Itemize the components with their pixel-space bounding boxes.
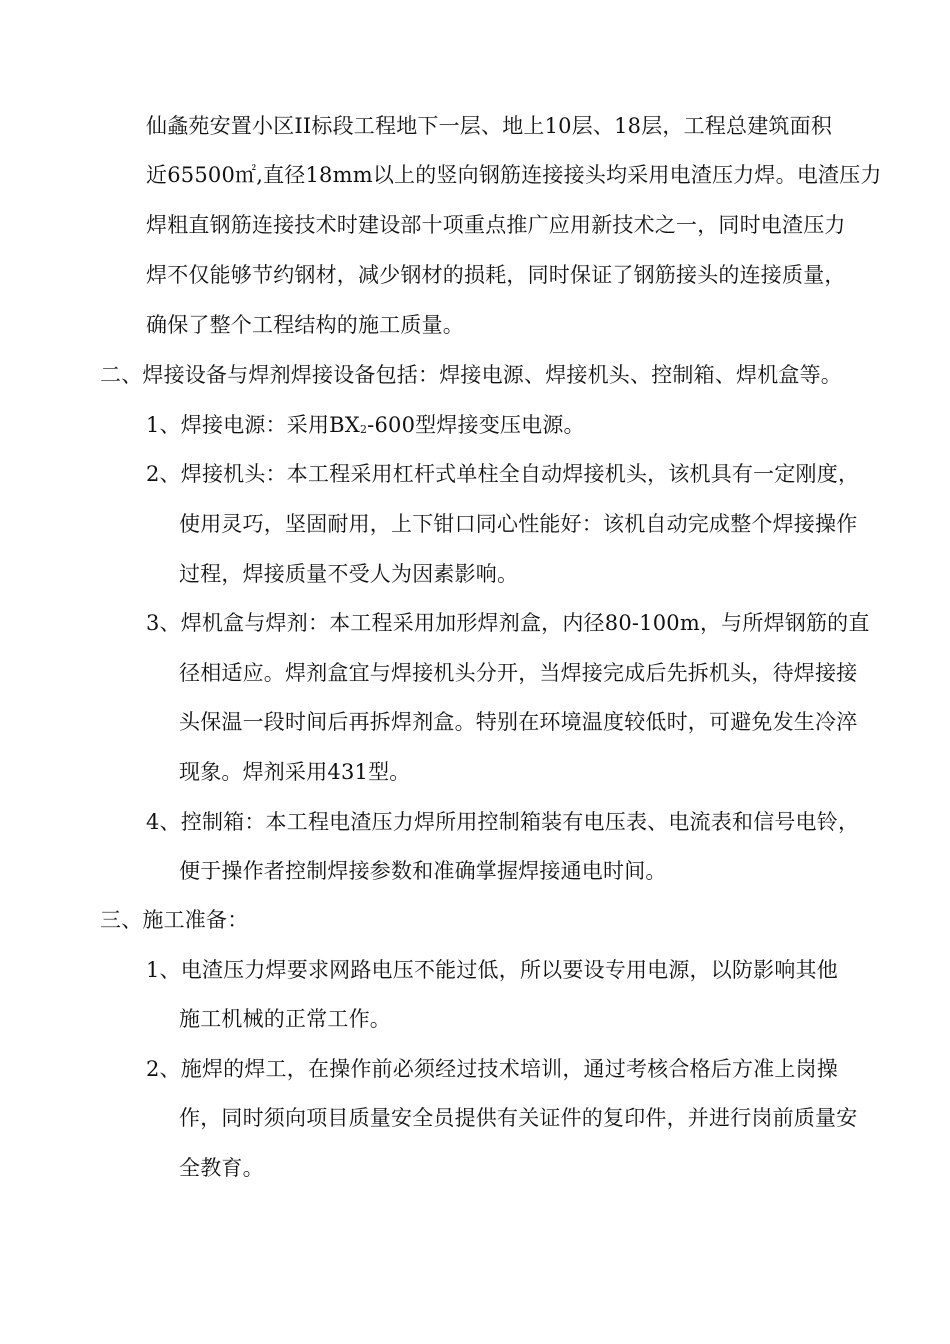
section-2-item-1 (146, 411, 585, 444)
section-2-heading: 二、焊接设备与焊剂焊接设备包括：焊接电源、焊接机头、控制箱、焊机盒等。 (100, 363, 842, 387)
intro-line-4: 焊不仅能够节约钢材，减少钢材的损耗，同时保证了钢筋接头的连接质量， (146, 263, 846, 287)
intro-line-2: 近65500㎡,直径18mm以上的竖向钢筋连接接头均采用电渣压力焊。电渣压力 (146, 163, 882, 187)
intro-line-3: 焊粗直钢筋连接技术时建设部十项重点推广应用新技术之一，同时电渣压力 (146, 213, 846, 237)
section-3-item-1-line-1: 1、电渣压力焊要求网路电压不能过低，所以要设专用电源，以防影响其他 (146, 958, 838, 982)
section-3-item-2-line-2: 作，同时须向项目质量安全员提供有关证件的复印件，并进行岗前质量安 (179, 1106, 858, 1130)
section-2-item-3-line-2: 径相适应。焊剂盒宜与焊接机头分开，当焊接完成后先拆机头，待焊接接 (179, 661, 858, 685)
section-3-heading: 三、施工准备： (100, 908, 249, 932)
section-2-item-4-line-2: 便于操作者控制焊接参数和准确掌握焊接通电时间。 (179, 859, 667, 883)
section-2-item-2-line-3: 过程，焊接质量不受人为因素影响。 (179, 562, 519, 586)
section-2-item-3-line-1: 3、焊机盒与焊剂：本工程采用加形焊剂盒，内径80-100m，与所焊钢筋的直 (146, 611, 870, 635)
section-2-item-3-line-4: 现象。焊剂采用431型。 (179, 760, 411, 784)
section-2-item-2-line-1: 2、焊接机头：本工程采用杠杆式单柱全自动焊接机头，该机具有一定刚度， (146, 462, 860, 486)
section-3-item-2-line-1: 2、施焊的焊工，在操作前必须经过技术培训，通过考核合格后方准上岗操 (146, 1057, 838, 1081)
intro-line-5: 确保了整个工程结构的施工质量。 (146, 313, 464, 337)
section-3-item-1-line-2: 施工机械的正常工作。 (179, 1007, 391, 1031)
item-1-subscript: 2 (359, 423, 368, 436)
intro-line-1: 仙螽苑安置小区II标段工程地下一层、地上10层、18层，工程总建筑面积 (146, 114, 833, 138)
item-1-text-post: -600型焊接变压电源。 (367, 413, 585, 437)
section-2-item-3-line-3: 头保温一段时间后再拆焊剂盒。特别在环境温度较低时，可避免发生冷淬 (179, 710, 858, 734)
section-2-item-4-line-1: 4、控制箱：本工程电渣压力焊所用控制箱装有电压表、电流表和信号电铃， (146, 810, 860, 834)
section-3-item-2-line-3: 全教育。 (179, 1156, 264, 1180)
item-1-text-pre: 1、焊接电源：采用BX (146, 413, 360, 437)
section-2-item-2-line-2: 使用灵巧，坚固耐用，上下钳口同心性能好：该机自动完成整个焊接操作 (179, 512, 858, 536)
